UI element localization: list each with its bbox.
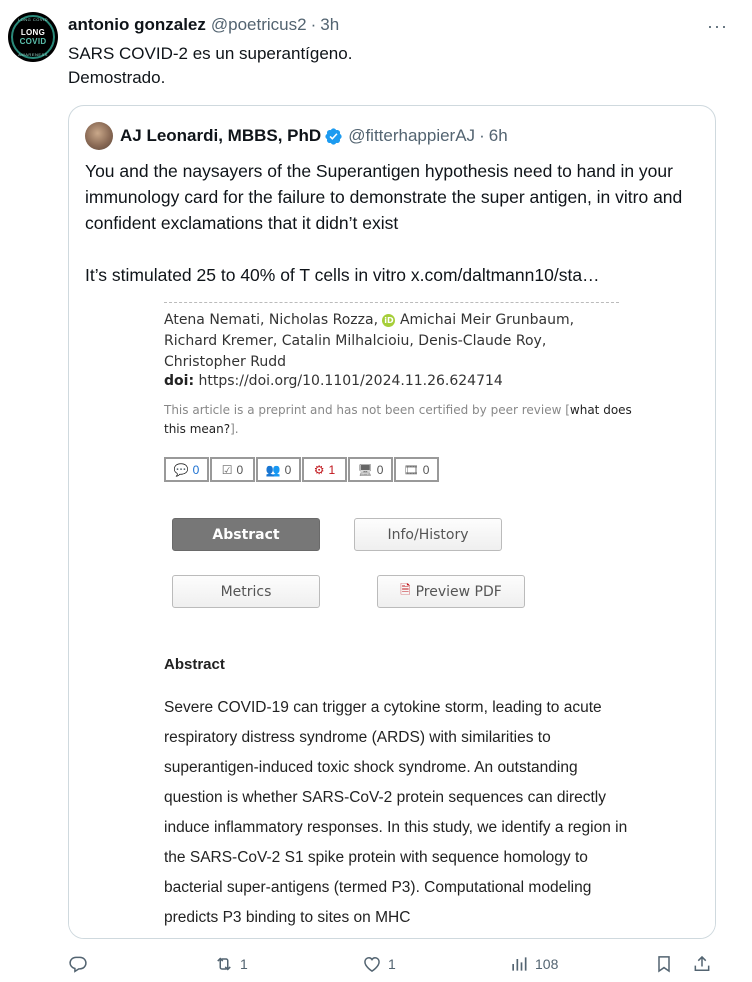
quoted-tweet-header (85, 121, 508, 151)
quoted-link[interactable]: x.com/daltmann10/sta… (410, 265, 600, 285)
preview-pdf-label: Preview PDF (415, 583, 502, 600)
avatar-text-covid: COVID (19, 37, 47, 46)
tweet-text: SARS COVID-2 es un superantígeno. Demostrado. (68, 44, 353, 87)
reply-button[interactable] (68, 954, 88, 974)
more-dots-icon[interactable]: ··· (707, 16, 728, 36)
gears-icon: ⚙ (313, 462, 325, 477)
check-counter (210, 457, 255, 482)
monitor-icon: 🖥 (357, 462, 373, 477)
orcid-icon: iD (384, 316, 394, 325)
abstract-body: Severe COVID-19 can trigger a cytokine storm, leading to acute respiratory distress syndrome (ARDS) with similarities to superantigen-induced toxic shock syndrome. An outstanding question is whether SARS-CoV-2 protein sequences can directly induce inflammatory responses. In this study, we identify a region in the SARS-CoV-2 S1 spike protein with sequence homology to bacterial super-antigens (termed P3). Computational modeling predicts P3 binding to sites on MHC (164, 699, 628, 926)
monitor-count: 0 (376, 462, 384, 477)
tweet-header (68, 14, 732, 36)
quoted-author-avatar (85, 122, 113, 150)
image-top-edge (164, 302, 619, 303)
share-button[interactable] (692, 954, 712, 974)
paper-counters (164, 457, 440, 482)
heart-icon (362, 954, 382, 974)
retweet-count: 1 (240, 956, 248, 972)
preprint-notice (164, 401, 634, 439)
people-counter (256, 457, 301, 482)
avatar-text-long: LONG (20, 28, 46, 37)
preview-pdf-button (377, 575, 525, 608)
doi-label: doi: (164, 373, 195, 389)
film-counter (394, 457, 439, 482)
paper-doi (164, 373, 503, 389)
like-count: 1 (388, 956, 396, 972)
bookmark-button[interactable] (654, 954, 674, 974)
check-count: 0 (236, 462, 244, 477)
views-button[interactable] (509, 954, 558, 974)
author-avatar[interactable] (8, 12, 58, 62)
tweet-time[interactable]: 3h (320, 15, 340, 34)
authors-part-2: Amichai Meir Grunbaum, Richard Kremer, Catalin Milhalcioiu, Denis-Claude Roy, Christopher Rudd (164, 312, 575, 370)
avatar-arc-bottom: AWARENESS (18, 52, 48, 57)
quoted-image[interactable] (69, 296, 716, 939)
quoted-author-handle: @fitterhappierAJ (348, 126, 476, 145)
abstract-tab-button: Abstract (172, 518, 320, 551)
author-handle[interactable]: @poetricus2 (210, 15, 307, 34)
preprint-notice-text: This article is a preprint and has not been certified by peer review [ (164, 403, 570, 417)
author-name[interactable]: antonio gonzalez (68, 15, 206, 34)
check-icon: ☑ (221, 462, 233, 477)
doi-value: https://doi.org/10.1101/2024.11.26.624714 (198, 373, 503, 389)
comment-icon: 💬 (173, 462, 189, 477)
paper-authors (164, 310, 624, 373)
verified-badge-icon (324, 127, 343, 146)
quoted-paragraph-2 (85, 262, 705, 288)
views-icon (509, 954, 529, 974)
comment-counter (164, 457, 209, 482)
avatar-arc-top: LONG COVID (17, 17, 49, 22)
views-count: 108 (535, 956, 559, 972)
gears-count: 1 (328, 462, 336, 477)
authors-part-1: Atena Nemati, Nicholas Rozza, (164, 312, 379, 328)
film-icon: 🎞 (403, 462, 419, 477)
retweet-icon (214, 954, 234, 974)
preprint-notice-link: what does this mean? (164, 403, 632, 436)
monitor-counter (348, 457, 393, 482)
preprint-notice-end: ]. (230, 422, 239, 436)
quoted-tweet-time: 6h (488, 126, 508, 145)
quoted-author-name: AJ Leonardi, MBBS, PhD (120, 126, 322, 145)
comment-count: 0 (192, 462, 200, 477)
separator-dot: · (310, 15, 317, 34)
bookmark-icon (654, 954, 674, 974)
metrics-tab-button: Metrics (172, 575, 320, 608)
quoted-tweet[interactable] (68, 105, 716, 939)
quoted-tweet-text (85, 158, 705, 314)
share-icon (692, 954, 712, 974)
people-icon: 👥 (265, 462, 281, 477)
gears-counter (302, 457, 347, 482)
quoted-paragraph-1: You and the naysayers of the Superantigen hypothesis need to hand in your immunology card for the failure to demonstrate the super antigen, in vitro and confident exclamations that it didn’t exist (85, 161, 683, 233)
quoted-separator-dot: · (479, 126, 485, 145)
abstract-heading: Abstract (164, 656, 225, 673)
tweet-action-bar (68, 954, 718, 982)
like-button[interactable] (362, 954, 396, 974)
retweet-button[interactable] (214, 954, 248, 974)
quoted-paragraph-2-text: It’s stimulated 25 to 40% of T cells in vitro (85, 265, 411, 285)
info-history-tab-button: Info/History (354, 518, 502, 551)
reply-icon (68, 954, 88, 974)
pdf-file-icon: 🗎 (400, 582, 411, 598)
people-count: 0 (284, 462, 292, 477)
film-count: 0 (422, 462, 430, 477)
